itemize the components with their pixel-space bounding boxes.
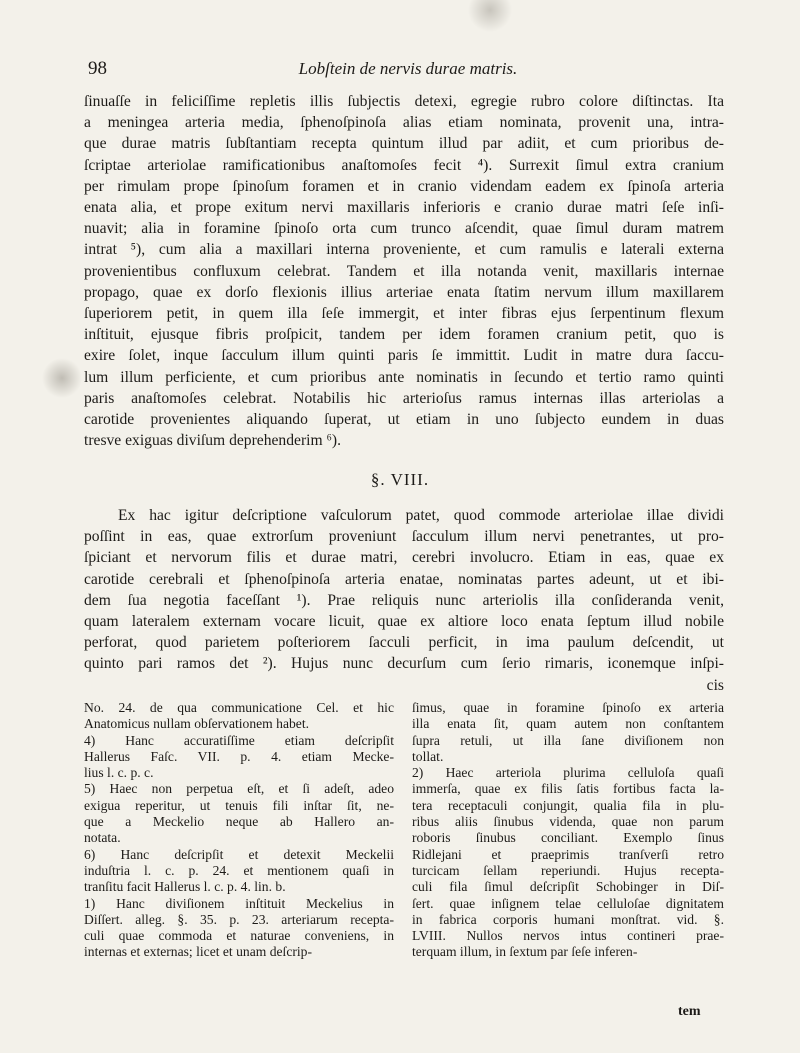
- page-number: 98: [88, 58, 107, 79]
- footnote-line: LVIII. Nullos nervos intus contineri prae-: [412, 928, 724, 944]
- footnote-line: que a Meckelio neque ab Hallero an-: [84, 814, 394, 830]
- text-line: que durae matris ſubſtantiam recepta quintum illud par adiit, et cum prioribus de-: [84, 135, 724, 153]
- footnote-line: 5) Haec non perpetua eſt, et ſi adeſt, adeo: [84, 781, 394, 797]
- footnote-line: ſert. quae inſignem telae celluloſae dignitatem: [412, 895, 724, 911]
- text-line: quinto pari ramos det ²). Hujus nunc decurſum cum ſerio rimaris, iconemque inſpi-: [84, 655, 724, 673]
- footnote-line: in fabrica corporis humani monſtrat. vid. §.: [412, 911, 724, 927]
- footnote-line: lius l. c. p. c.: [84, 765, 154, 781]
- text-line: perforat, quod parietem poſteriorem ſacculi perficit, in ima paulum deſcendit, ut: [84, 634, 724, 652]
- text-line: inſtituit, ejusque fibris proſpicit, tandem per idem foramen cranium petit, quo is: [84, 326, 724, 344]
- text-line: tresve exiguas diviſum deprehenderim ⁶).: [84, 432, 342, 450]
- text-line: ſuperiorem petit, in quem illa ſeſe immergit, et inter fibras ejus ſerpentinum flexum: [84, 305, 724, 323]
- footnote-line: No. 24. de qua communicatione Cel. et hic: [84, 700, 394, 715]
- footnotes-left-column: [84, 700, 394, 961]
- text-line: ſinuaſſe in feliciſſime repletis illis ſubjectis detexi, egregie rubro colore diſtinctas. Ita: [84, 93, 724, 110]
- page-header: [88, 58, 728, 84]
- text-line: provenientibus confluxum celebrat. Tandem et illa notanda venit, maxillaris internae: [84, 262, 724, 280]
- footnote-line: notata.: [84, 830, 121, 846]
- catchword: tem: [678, 1004, 701, 1019]
- text-line: poſſint in eas, quae extrorſum proveniunt ſacculum illum nervi penetrantes, ut pro-: [84, 528, 724, 546]
- footnote-line: Diſſert. alleg. §. 35. p. 23. arteriarum recepta-: [84, 911, 394, 927]
- running-title: Lobſtein de nervis durae matris.: [298, 59, 518, 78]
- text-line: cis: [706, 676, 724, 694]
- footnote-line: 1) Hanc diviſionem inſtituit Meckelius in: [84, 895, 394, 911]
- text-line: Ex hac igitur deſcriptione vaſculorum patet, quod commode arteriolae illae dividi: [118, 507, 724, 524]
- footnote-line: tollat.: [412, 748, 444, 764]
- text-line: ſcriptae arteriolae ramificationibus anaſtomoſes fecit ⁴). Surrexit ſimul extra cranium: [84, 156, 724, 174]
- text-line: propago, quae ex dorſo flexionis illius arteriae enata ſtatim nervum illum maxillarem: [84, 283, 724, 301]
- text-line: ſpiciant et nervorum filis et durae matri, cerebri involucro. Etiam in eas, quae ex: [84, 549, 724, 567]
- section-heading: §. VIII.: [370, 470, 430, 489]
- text-line: nuavit; alia in foramine ſpinoſo orta cum trunco aſcendit, quae ſimul duram matrem: [84, 220, 724, 238]
- footnote-line: culi quae commoda et naturae conveniens, in: [84, 928, 394, 944]
- footnote-line: internas et externas; licet et unam deſcrip-: [84, 944, 312, 960]
- paragraph-2: [84, 505, 724, 696]
- text-line: a meningea arteria media, ſphenoſpinoſa alias etiam nominata, provenit una, intra-: [84, 114, 724, 132]
- footnote-line: 4) Hanc accuratiſſime etiam deſcripſit: [84, 732, 394, 748]
- text-line: carotide provenientes aliquando ſuperat, ut etiam in uno ſubjecto eundem in duas: [84, 411, 724, 429]
- footnote-line: exigua reperitur, ut tenuis fili inſtar ſit, ne-: [84, 797, 394, 813]
- text-line: paris anaſtomoſes celebrat. Notabilis hic arterioſus ramus internas illas arteriolas a: [84, 389, 724, 407]
- text-line: lum illum perficiente, et cum prioribus ante nominatis in ſecundo et tertio ramo quinti: [84, 368, 724, 386]
- footnote-line: Hallerus Faſc. VII. p. 4. etiam Mecke-: [84, 748, 394, 764]
- footnotes-right-column: [412, 700, 724, 961]
- footnote-line: culi fila ſimul deſcripſit Schobinger in Diſ-: [412, 879, 724, 895]
- footnote-line: Ridlejani et praeprimis tranſverſi retro: [412, 846, 724, 862]
- paragraph-1: [84, 91, 724, 451]
- text-line: quam lateralem externam vocare licuit, quae ex altiore loco enata ſeptum illud nobile: [84, 613, 724, 631]
- footnote-line: roboris ſinubus conciliant. Exemplo ſinus: [412, 830, 724, 846]
- footnote-line: ſimus, quae in foramine ſpinoſo ex arteria: [412, 700, 724, 715]
- footnote-line: induſtria l. c. p. 24. et mentionem quaſi in: [84, 862, 394, 878]
- footnote-line: immerſa, quae ex filis ſatis fortibus facta la-: [412, 781, 724, 797]
- footnote-line: 2) Haec arteriola plurima celluloſa quaſi: [412, 765, 724, 781]
- footnote-line: Anatomicus nullam obſervationem habet.: [84, 716, 309, 732]
- footnote-line: turcicam ſellam reperiundi. Hujus recepta-: [412, 862, 724, 878]
- footnote-line: tera receptaculi conjungit, qualia fila in plu-: [412, 797, 724, 813]
- text-line: intrat ⁵), cum alia a maxillari interna proveniente, et cum ramulis e laterali externa: [84, 241, 724, 259]
- text-line: carotide cerebrali et ſphenoſpinoſa arteria enatae, nominatas partes adeunt, ut et ibi-: [84, 570, 724, 588]
- text-line: dem ſua negotia faceſſant ¹). Prae reliquis nunc arteriolis illa conſideranda venit,: [84, 591, 724, 609]
- text-line: per rimulam prope ſpinoſum foramen et in cranio videndam eadem ex ſpinoſa arteria: [84, 177, 724, 195]
- text-line: exire ſolet, inque ſacculum illum quinti paris ſe immittit. Ludit in matre dura ſaccu-: [84, 347, 724, 365]
- footnote-line: ribus aliis ſinubus videnda, quae non parum: [412, 814, 724, 830]
- footnote-line: 6) Hanc deſcripſit et detexit Meckelii: [84, 846, 394, 862]
- footnote-line: illa enata ſit, quam autem non conſtantem: [412, 716, 724, 732]
- footnote-line: terquam illum, in ſextum par ſeſe inferen-: [412, 944, 638, 960]
- footnote-line: ſupra retuli, ut illa ſane diviſionem non: [412, 732, 724, 748]
- text-line: enata alia, et prope exitum nervi maxillaris inferioris e cranio durae matri ſeſe inſi-: [84, 199, 724, 217]
- footnote-line: tranſitu facit Hallerus l. c. p. 4. lin. b.: [84, 879, 286, 895]
